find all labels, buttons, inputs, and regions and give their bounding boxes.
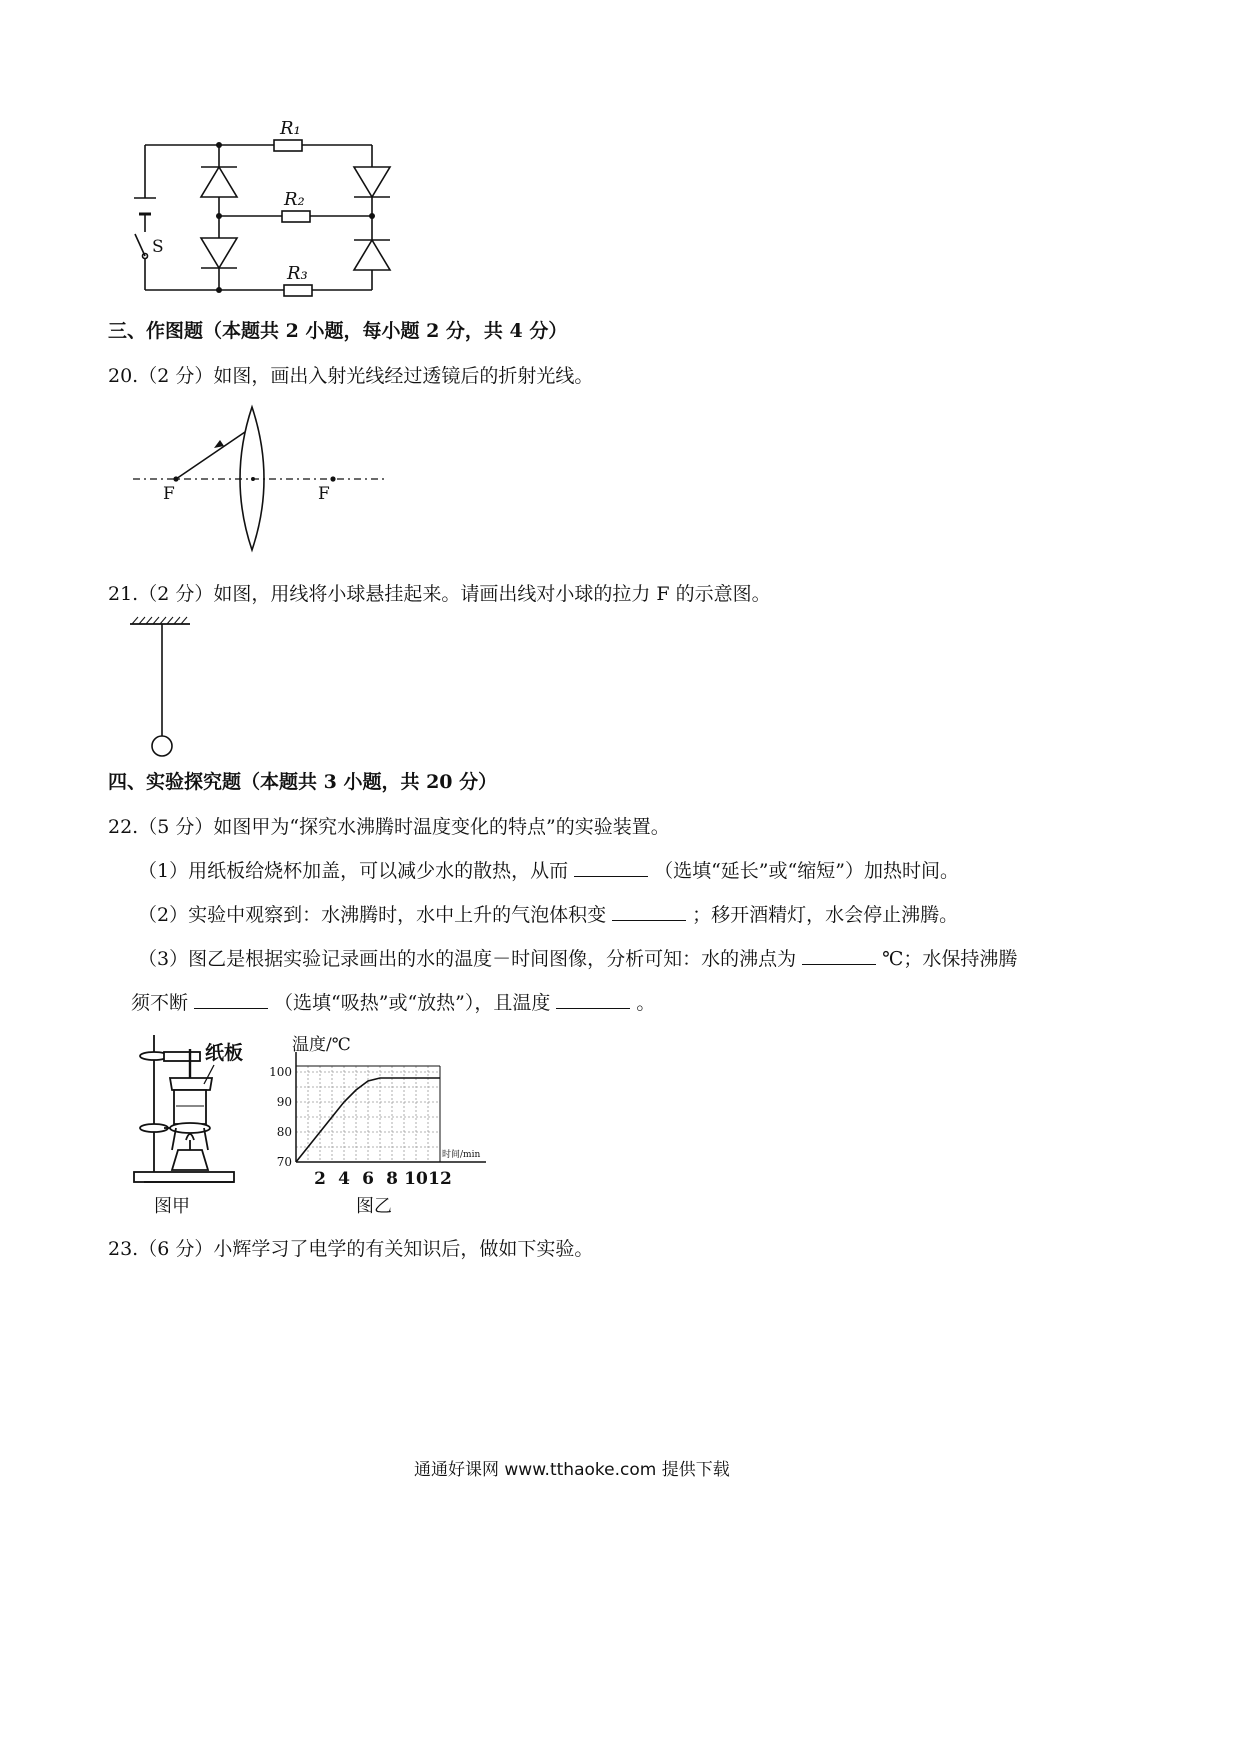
section-4-title: 四、实验探究题（本题共 3 小题，共 20 分） [108, 771, 498, 793]
caption-figure-a: 图甲 [154, 1196, 190, 1217]
x-tick-label: 8 [386, 1169, 398, 1189]
y-tick-label: 80 [276, 1125, 292, 1139]
q22-part-4-a: 须不断 [131, 992, 189, 1014]
y-tick-label: 70 [276, 1155, 292, 1169]
switch-label: S [152, 237, 164, 257]
question-20: 20.（2 分）如图，画出入射光线经过透镜后的折射光线。 [108, 365, 594, 387]
q22-part-1-after: （选填“延长”或“缩短”）加热时间。 [654, 860, 959, 882]
q22-part-3-before: （3）图乙是根据实验记录画出的水的温度－时间图像，分析可知：水的沸点为 [138, 948, 797, 970]
q22-part-3-after: ℃；水保持沸腾 [882, 948, 1018, 970]
y-tick-label: 90 [276, 1095, 292, 1109]
footer-credit: 通通好课网 www.tthaoke.com 提供下载 [414, 1460, 730, 1480]
question-23: 23.（6 分）小辉学习了电学的有关知识后，做如下实验。 [108, 1238, 594, 1260]
question-21: 21.（2 分）如图，用线将小球悬挂起来。请画出线对小球的拉力 F 的示意图。 [108, 583, 771, 605]
x-tick-label: 6 [362, 1169, 374, 1189]
caption-figure-b: 图乙 [356, 1196, 392, 1217]
resistor-r1-label: R₁ [280, 118, 301, 139]
x-tick-label: 4 [338, 1169, 350, 1189]
section-3-title: 三、作图题（本题共 2 小题，每小题 2 分，共 4 分） [108, 320, 568, 342]
q22-part-4-b: （选填“吸热”或“放热”），且温度 [274, 992, 551, 1014]
y-axis-label: 温度/℃ [292, 1035, 351, 1055]
q22-part-1-before: （1）用纸板给烧杯加盖，可以减少水的散热，从而 [138, 860, 569, 882]
x-axis-label: 时间/min [442, 1150, 481, 1160]
focus-left-label: F [163, 484, 175, 504]
x-tick-label: 12 [428, 1169, 452, 1189]
label-paper-board: 纸板 [205, 1042, 244, 1064]
resistor-r2-label: R₂ [284, 189, 305, 210]
resistor-r3-label: R₃ [287, 263, 308, 284]
focus-right-label: F [318, 484, 330, 504]
q22-part-2-after: ；移开酒精灯，水会停止沸腾。 [692, 904, 959, 926]
y-tick-label: 100 [269, 1065, 292, 1079]
x-tick-label: 10 [404, 1169, 428, 1189]
x-tick-label: 2 [314, 1169, 326, 1189]
question-22: 22.（5 分）如图甲为“探究水沸腾时温度变化的特点”的实验装置。 [108, 816, 670, 838]
q22-part-2-before: （2）实验中观察到：水沸腾时，水中上升的气泡体积变 [138, 904, 607, 926]
q22-part-4-c: 。 [636, 992, 656, 1014]
